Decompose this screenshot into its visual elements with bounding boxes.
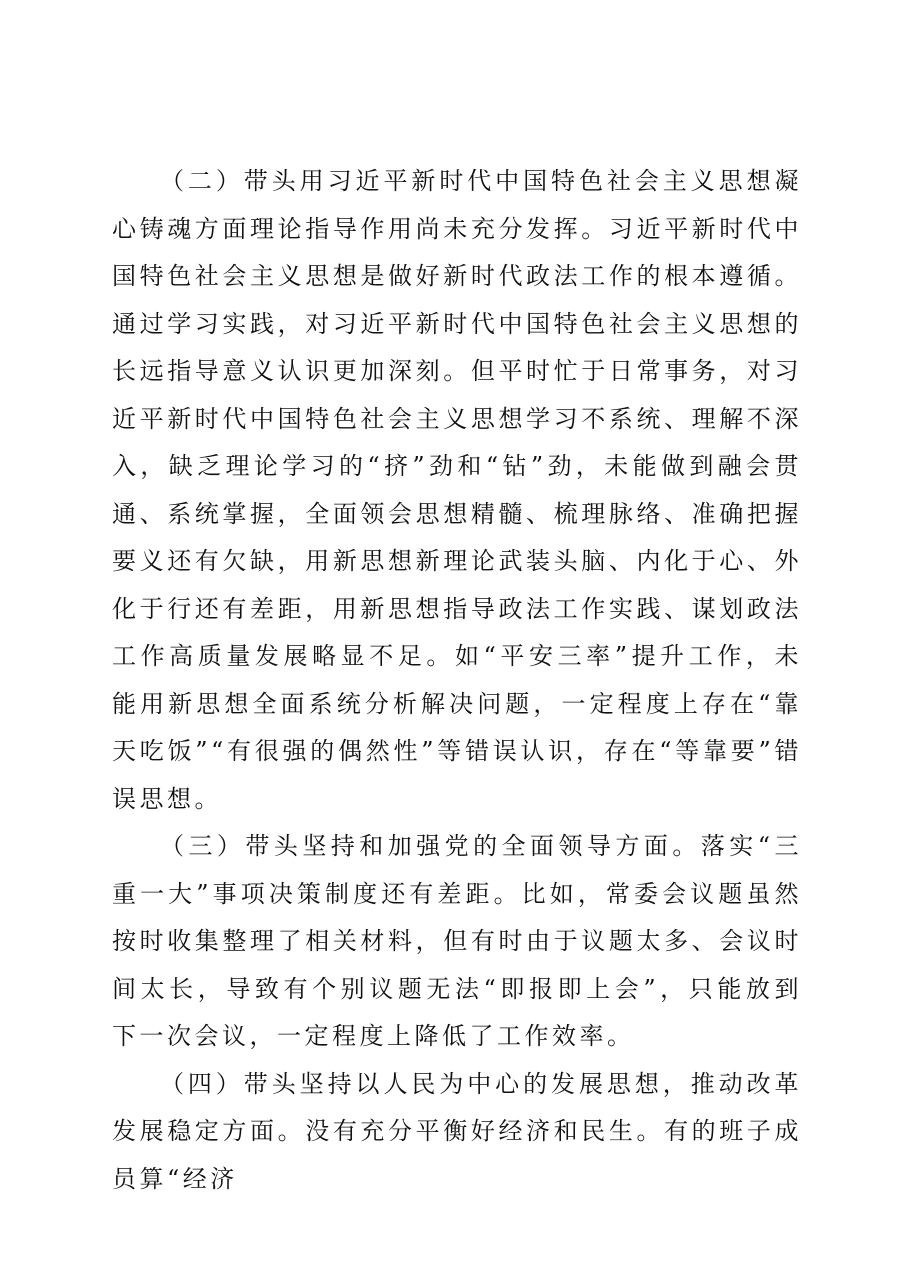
paragraph-section-3: （三）带头坚持和加强党的全面领导方面。落实“三重一大”事项决策制度还有差距。比如，常委会议题虽然按时收集整理了相关材料，但有时由于议题太多、会议时间太长，导致有个别议题无法“即报即上会”，只能放到下一次会议，一定程度上降低了工作效率。 (112, 832, 802, 1050)
paragraph-section-4: （四）带头坚持以人民为中心的发展思想，推动改革发展稳定方面。没有充分平衡好经济和民生。有的班子成员算“经济 (112, 1069, 802, 1193)
paragraph-section-2: （二）带头用习近平新时代中国特色社会主义思想凝心铸魂方面理论指导作用尚未充分发挥。习近平新时代中国特色社会主义思想是做好新时代政法工作的根本遵循。通过学习实践，对习近平新时代中国特色社会主义思想的长远指导意义认识更加深刻。但平时忙于日常事务，对习近平新时代中国特色社会主义思想学习不系统、理解不深入，缺乏理论学习的“挤”劲和“钻”劲，未能做到融会贯通、系统掌握，全面领会思想精髓、梳理脉络、准确把握要义还有欠缺，用新思想新理论武装头脑、内化于心、外化于行还有差距，用新思想指导政法工作实践、谋划政法工作高质量发展略显不足。如“平安三率”提升工作，未能用新思想全面系统分析解决问题，一定程度上存在“靠天吃饭”“有很强的偶然性”等错误认识，存在“等靠要”错误思想。 (112, 167, 802, 813)
document-body (112, 158, 802, 1203)
